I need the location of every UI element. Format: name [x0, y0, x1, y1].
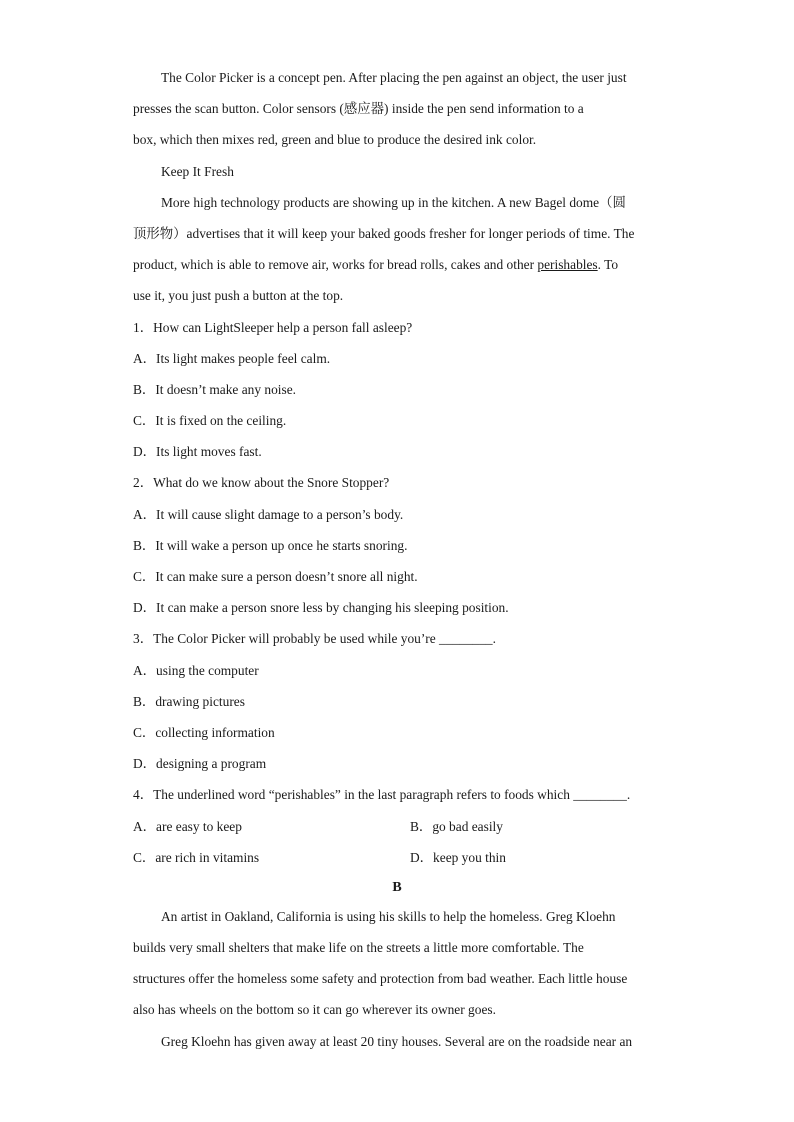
option-c: C．are rich in vitamins [133, 849, 260, 865]
underlined-word-perishables: perishables [537, 257, 598, 273]
option-b: B．drawing pictures [133, 693, 245, 709]
keep-it-fresh-heading: Keep It Fresh [161, 163, 234, 179]
option-a: A．using the computer [133, 662, 259, 678]
color-picker-paragraph [133, 62, 661, 156]
paragraph-line [133, 249, 661, 280]
option-b: B．It doesn’t make any noise. [133, 381, 297, 397]
paragraph-line: presses the scan button. Color sensors (感应器) inside the pen send information to a [133, 101, 584, 117]
question-stem: 3．The Color Picker will probably be used while you’re ________. [133, 631, 496, 647]
paragraph-line: 顶形物）advertises that it will keep your baked goods fresher for longer periods of time. The [133, 225, 635, 241]
option-c: C．collecting information [133, 724, 275, 740]
option-b: B．It will wake a person up once he starts snoring. [133, 537, 408, 553]
line-text: . To [597, 257, 619, 273]
question-1 [133, 312, 661, 468]
question-stem: 1．How can LightSleeper help a person fall asleep? [133, 319, 413, 335]
keep-it-fresh-paragraph [133, 187, 661, 312]
option-d: D．Its light moves fast. [133, 444, 262, 460]
option-b: B．go bad easily [410, 818, 503, 834]
option-c: C．It can make sure a person doesn’t snore all night. [133, 569, 418, 584]
line-text: product, which is able to remove air, works for bread rolls, cakes and other [133, 257, 538, 273]
paragraph-line: structures offer the homeless some safety and protection from bad weather. Each little house [133, 971, 628, 987]
question-3 [133, 623, 661, 779]
paragraph-line: The Color Picker is a concept pen. After placing the pen against an object, the user just [161, 70, 627, 85]
section-b-paragraph-1 [133, 901, 661, 1026]
paragraph-line: builds very small shelters that make life on the streets a little more comfortable. The [133, 940, 584, 956]
option-a: A．It will cause slight damage to a person’s body. [133, 506, 404, 522]
option-c: C．It is fixed on the ceiling. [133, 413, 287, 429]
options-row [133, 811, 661, 842]
document-page [133, 62, 661, 1057]
question-2 [133, 467, 661, 623]
option-d: D．keep you thin [410, 849, 506, 865]
option-d: D．designing a program [133, 756, 267, 772]
question-stem: 2．What do we know about the Snore Stopper? [133, 475, 390, 491]
paragraph-line: box, which then mixes red, green and blue to produce the desired ink color. [133, 132, 537, 148]
paragraph-line: use it, you just push a button at the top. [133, 288, 344, 304]
paragraph-line: also has wheels on the bottom so it can go wherever its owner goes. [133, 1002, 496, 1018]
question-stem: 4．The underlined word “perishables” in the last paragraph refers to foods which ________. [133, 787, 631, 803]
option-a: A．Its light makes people feel calm. [133, 350, 331, 366]
question-4 [133, 779, 661, 873]
option-a: A．are easy to keep [133, 818, 242, 834]
paragraph-line: Greg Kloehn has given away at least 20 tiny houses. Several are on the roadside near an [161, 1033, 633, 1049]
option-d: D．It can make a person snore less by changing his sleeping position. [133, 600, 509, 616]
paragraph-line: More high technology products are showing up in the kitchen. A new Bagel dome（圆 [161, 194, 626, 210]
paragraph-line: An artist in Oakland, California is using his skills to help the homeless. Greg Kloehn [161, 908, 616, 924]
options-row [133, 842, 661, 873]
section-b-paragraph-2 [133, 1026, 661, 1057]
section-b-heading: B [392, 879, 402, 895]
